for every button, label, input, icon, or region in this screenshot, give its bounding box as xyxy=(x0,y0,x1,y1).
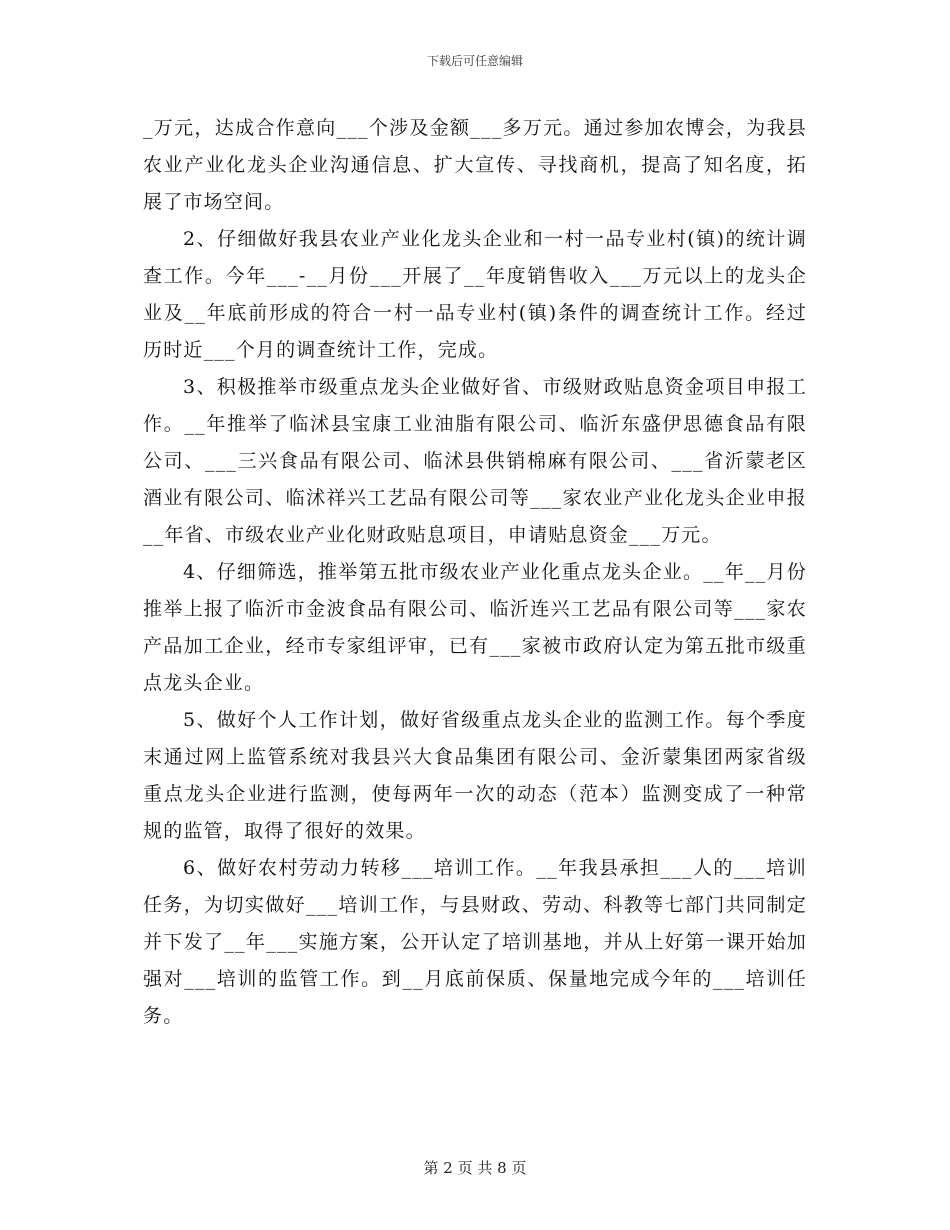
paragraph-item-2: 2、仔细做好我县农业产业化龙头企业和一村一品专业村(镇)的统计调查工作。今年___-__月份___开展了__年度销售收入___万元以上的龙头企业及__年底前形成的符合一村一品专业村(镇)条件的调查统计工作。经过历时近___个月的调查统计工作，完成。 xyxy=(143,228,807,361)
paragraph-item-5: 5、做好个人工作计划，做好省级重点龙头企业的监测工作。每个季度末通过网上监管系统对我县兴大食品集团有限公司、金沂蒙集团两家省级重点龙头企业进行监测，使每两年一次的动态（范本）监测变成了一种常规的监管，取得了很好的效果。 xyxy=(143,709,807,842)
paragraph-item-6: 6、做好农村劳动力转移___培训工作。__年我县承担___人的___培训任务，为切实做好___培训工作，与县财政、劳动、科教等七部门共同制定并下发了__年___实施方案，公开认定了培训基地，并从上好第一课开始加强对___培训的监管工作。到__月底前保质、保量地完成今年的___培训任务。 xyxy=(143,857,807,1027)
paragraph-continued: _万元，达成合作意向___个涉及金额___多万元。通过参加农博会，为我县农业产业化龙头企业沟通信息、扩大宣传、寻找商机，提高了知名度，拓展了市场空间。 xyxy=(143,117,807,213)
page-header xyxy=(0,52,950,69)
page-number: 第 2 页 共 8 页 xyxy=(423,1159,527,1177)
paragraph-item-3: 3、积极推举市级重点龙头企业做好省、市级财政贴息资金项目申报工作。__年推举了临沭县宝康工业油脂有限公司、临沂东盛伊思德食品有限公司、___三兴食品有限公司、临沭县供销棉麻有限公司、___省沂蒙老区酒业有限公司、临沭祥兴工艺品有限公司等___家农业产业化龙头企业申报__年省、市级农业产业化财政贴息项目，申请贴息资金___万元。 xyxy=(143,376,807,546)
page-footer xyxy=(0,1157,950,1178)
document-body xyxy=(143,110,807,1035)
header-note: 下载后可任意编辑 xyxy=(426,54,523,68)
paragraph-item-4: 4、仔细筛选，推举第五批市级农业产业化重点龙头企业。__年__月份推举上报了临沂市金波食品有限公司、临沂连兴工艺品有限公司等___家农产品加工企业，经市专家组评审，已有___家被市政府认定为第五批市级重点龙头企业。 xyxy=(143,561,807,694)
